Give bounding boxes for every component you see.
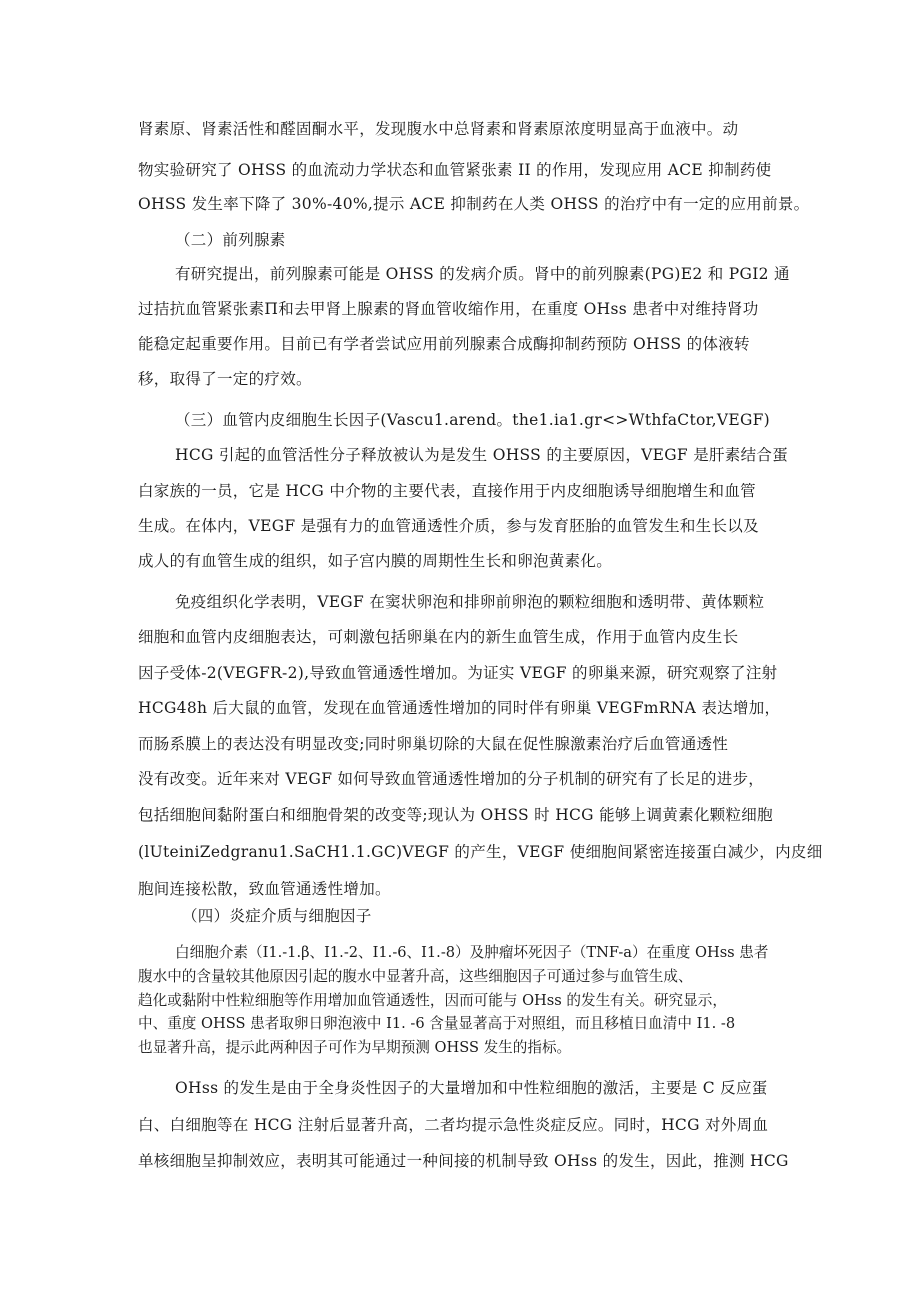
section-heading: （三）血管内皮细胞生长因子(Vascu1.arend。the1.ia1.gr<>WthfaCtor,VEGF) bbox=[175, 411, 771, 429]
paragraph-line: 免疫组织化学表明，VEGF 在窦状卵泡和排卵前卵泡的颗粒细胞和透明带、黄体颗粒 bbox=[175, 593, 765, 611]
paragraph-line: HCG48h 后大鼠的血管，发现在血管通透性增加的同时伴有卵巢 VEGFmRNA 表达增加， bbox=[138, 699, 781, 717]
paragraph-line: 因子受体-2(VEGFR-2),导致血管通透性增加。为证实 VEGF 的卵巢来源，研究观察了注射 bbox=[138, 664, 778, 682]
paragraph-line: 过拮抗血管紧张素Π和去甲肾上腺素的肾血管收缩作用，在重度 OHss 患者中对维持肾功 bbox=[138, 300, 759, 318]
paragraph-line: 中、重度 OHSS 患者取卵日卵泡液中 I1. -6 含量显著高于对照组，而且移植日血清中 I1. -8 bbox=[138, 1015, 736, 1032]
paragraph-line: 肾素原、肾素活性和醛固酮水平，发现腹水中总肾素和肾素原浓度明显高于血液中。动 bbox=[138, 120, 739, 138]
paragraph-line: 而肠系膜上的表达没有明显改变;同时卵巢切除的大鼠在促性腺激素治疗后血管通透性 bbox=[138, 735, 729, 753]
paragraph-line: HCG 引起的血管活性分子释放被认为是发生 OHSS 的主要原因，VEGF 是肝素结合蛋 bbox=[175, 446, 789, 464]
paragraph-line: 白、白细胞等在 HCG 注射后显著升高，二者均提示急性炎症反应。同时，HCG 对外周血 bbox=[138, 1116, 769, 1134]
paragraph-line: 细胞和血管内皮细胞表达，可刺激包括卵巢在内的新生血管生成，作用于血管内皮生长 bbox=[138, 628, 739, 646]
paragraph-line: 也显著升高，提示此两种因子可作为早期预测 OHSS 发生的指标。 bbox=[138, 1039, 572, 1056]
paragraph-line: 包括细胞间黏附蛋白和细胞骨架的改变等;现认为 OHSS 时 HCG 能够上调黄素化颗粒细胞 bbox=[138, 806, 773, 824]
paragraph-line: OHSS 发生率下降了 30%-40%,提示 ACE 抑制药在人类 OHSS 的治疗中有一定的应用前景。 bbox=[138, 195, 810, 213]
paragraph-line: 移，取得了一定的疗效。 bbox=[138, 370, 312, 388]
paragraph-line: 生成。在体内，VEGF 是强有力的血管通透性介质，参与发育胚胎的血管发生和生长以及 bbox=[138, 517, 759, 535]
section-heading: （二）前列腺素 bbox=[175, 231, 286, 249]
paragraph-line: 有研究提出，前列腺素可能是 OHSS 的发病介质。肾中的前列腺素(PG)E2 和 PGI2 通 bbox=[175, 265, 790, 283]
paragraph-line: 白细胞介素（I1.-1.β、I1.-2、I1.-6、I1.-8）及肿瘤坏死因子（TNF-a）在重度 OHss 患者 bbox=[175, 944, 769, 961]
paragraph-line: 成人的有血管生成的组织，如子宫内膜的周期性生长和卵泡黄素化。 bbox=[138, 552, 613, 570]
paragraph-line: OHss 的发生是由于全身炎性因子的大量增加和中性粒细胞的激活，主要是 C 反应蛋 bbox=[175, 1079, 768, 1097]
paragraph-line: 趋化或黏附中性粒细胞等作用增加血管通透性，因而可能与 OHss 的发生有关。研究显示， bbox=[138, 992, 727, 1009]
paragraph-line: 单核细胞呈抑制效应，表明其可能通过一种间接的机制导致 OHss 的发生，因此，推测 HCG bbox=[138, 1152, 789, 1170]
paragraph-line: 物实验研究了 OHSS 的血流动力学状态和血管紧张素 II 的作用，发现应用 ACE 抑制药使 bbox=[138, 161, 772, 179]
paragraph-line: 没有改变。近年来对 VEGF 如何导致血管通透性增加的分子机制的研究有了长足的进步， bbox=[138, 770, 765, 788]
section-heading: （四）炎症介质与细胞因子 bbox=[182, 907, 372, 925]
paragraph-line: (lUteiniZedgranu1.SaCH1.1.GC)VEGF 的产生，VEGF 使细胞间紧密连接蛋白减少，内皮细 bbox=[138, 843, 823, 861]
paragraph-line: 白家族的一员，它是 HCG 中介物的主要代表，直接作用于内皮细胞诱导细胞增生和血管 bbox=[138, 482, 756, 500]
paragraph-line: 能稳定起重要作用。目前已有学者尝试应用前列腺素合成酶抑制药预防 OHSS 的体液转 bbox=[138, 335, 750, 353]
paragraph-line: 腹水中的含量较其他原因引起的腹水中显著升高，这些细胞因子可通过参与血管生成、 bbox=[138, 968, 693, 985]
paragraph-line: 胞间连接松散，致血管通透性增加。 bbox=[138, 880, 391, 898]
